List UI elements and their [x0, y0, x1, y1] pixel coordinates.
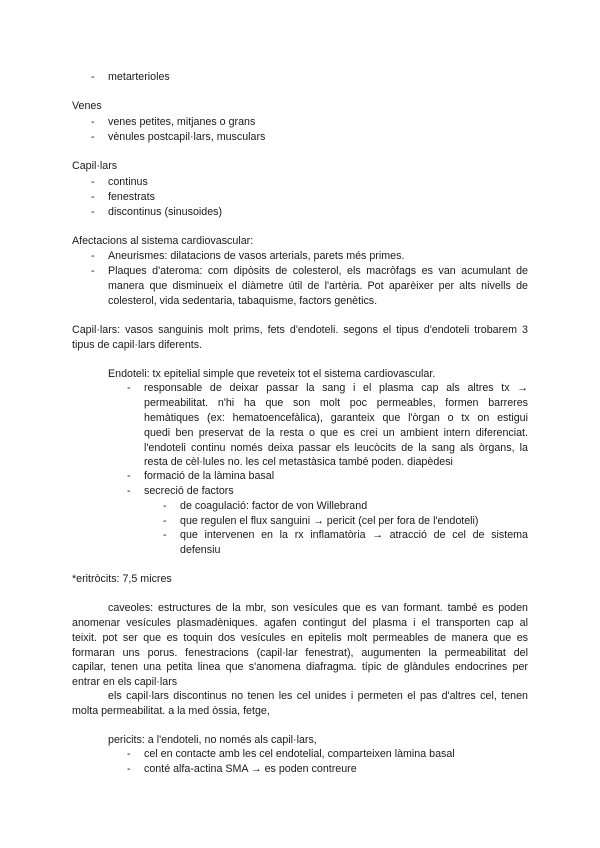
- bullet-dash: -: [91, 206, 95, 218]
- bullet-dash: -: [163, 529, 167, 541]
- list-item: de coagulació: factor de von Willebrand: [180, 500, 368, 512]
- list-item: continus: [108, 176, 148, 188]
- bullet-dash: -: [91, 250, 95, 262]
- bullet-dash: -: [127, 748, 131, 760]
- bullet-dash: -: [127, 382, 131, 394]
- text-line: els capil·lars discontinus no tenen les cel unides i permeten el pas d'altres cel, tenen: [108, 690, 528, 702]
- section-heading-afectacions: Afectacions al sistema cardiovascular:: [72, 235, 254, 247]
- bullet-dash: -: [91, 131, 95, 143]
- endoteli-intro: Endoteli: tx epitelial simple que reveteix tot el sistema cardiovascular.: [108, 368, 436, 380]
- bullet-dash: -: [163, 500, 167, 512]
- list-item: venes petites, mitjanes o grans: [108, 116, 256, 128]
- bullet-dash: -: [127, 470, 131, 482]
- list-item: vènules postcapil·lars, musculars: [108, 131, 266, 143]
- text-line: teixit. pot ser que es toquin dos vesícules en epitelis molt permeables de manera que es: [72, 632, 528, 644]
- list-item: fenestrats: [108, 191, 155, 203]
- text-line: que intervenen en la rx inflamatòria → atracció de cel de sistema: [180, 529, 528, 541]
- text-line: formaran uns porus. fenestracions (capil·lar fenestrat), augumenten la permeabilitat del: [72, 647, 528, 659]
- list-item: metarterioles: [108, 71, 170, 83]
- text-line: permeabilitat. n'hi ha que son molt poc permeables, formen barreres: [144, 397, 528, 409]
- bullet-dash: -: [91, 265, 95, 277]
- bullet-dash: -: [163, 515, 167, 527]
- bullet-dash: -: [91, 116, 95, 128]
- pericits-intro: pericits: a l'endoteli, no només als capil·lars,: [108, 734, 317, 746]
- text-line: l'endoteli continu només deixa passar els leucòcits de la sang als òrgans, la: [144, 442, 528, 454]
- text-line: tipus de capil·lars diferents.: [72, 339, 203, 351]
- text-line: Capil·lars: vasos sanguinis molt prims, fets d'endoteli. segons el tipus d'endoteli trobarem 3: [72, 324, 528, 336]
- list-item: cel en contacte amb les cel endotelial, comparteixen làmina basal: [144, 748, 455, 760]
- bullet-dash: -: [91, 191, 95, 203]
- list-item: formació de la làmina basal: [144, 470, 275, 482]
- text-line: colesterol, vida sedentaria, tabaquisme, factors genètics.: [108, 295, 378, 307]
- bullet-dash: -: [91, 71, 95, 83]
- list-item: que regulen el flux sanguini → pericit (cel per fora de l'endoteli): [180, 515, 479, 527]
- text-line: resta de cèl·lules no. les cel metastàsica també poden. diapèdesi: [144, 456, 453, 468]
- section-heading-venes: Venes: [72, 100, 102, 112]
- list-item: conté alfa-actina SMA → es poden contreure: [144, 763, 357, 775]
- text-line: Plaques d'ateroma: com dipòsits de colesterol, els macròfags es van acumulant de: [108, 265, 528, 277]
- text-line: defensiu: [180, 544, 221, 556]
- text-line: capilar, tenen una petita linea que s'anomena diafragma. típic de glàndules endocrines per: [72, 661, 528, 673]
- bullet-dash: -: [127, 485, 131, 497]
- text-line: molta permeabilitat. a la med òssia, fetge,: [72, 705, 270, 717]
- text-line: responsable de deixar passar la sang i el plasma cap als altres tx →: [144, 382, 528, 394]
- list-item: Aneurismes: dilatacions de vasos arterials, parets més primes.: [108, 250, 405, 262]
- text-line: manera que disminueix el diàmetre útil de l'artèria. Pot aparèixer per alts nivells de: [108, 280, 528, 292]
- list-item: secreció de factors: [144, 485, 234, 497]
- text-line: quedi ben preservat de la resta o que es crei un ambient intern diferenciat.: [144, 427, 528, 439]
- eritrocits-note: *eritròcits: 7,5 micres: [72, 573, 172, 585]
- text-line: anomenar vesícules plasmadèniques. agafen contingut del plasma i el transporten cap al: [72, 617, 528, 629]
- bullet-dash: -: [127, 763, 131, 775]
- list-item: discontinus (sinusoides): [108, 206, 223, 218]
- text-line: hemàtiques (ex: hematoencefàlica), garanteix que l'òrgan o tx on estigui: [144, 412, 528, 424]
- text-line: entrar en els capil·lars: [72, 676, 178, 688]
- section-heading-capillars: Capil·lars: [72, 160, 118, 172]
- bullet-dash: -: [91, 176, 95, 188]
- text-line: caveoles: estructures de la mbr, son vesícules que es van formant. també es poden: [108, 602, 528, 614]
